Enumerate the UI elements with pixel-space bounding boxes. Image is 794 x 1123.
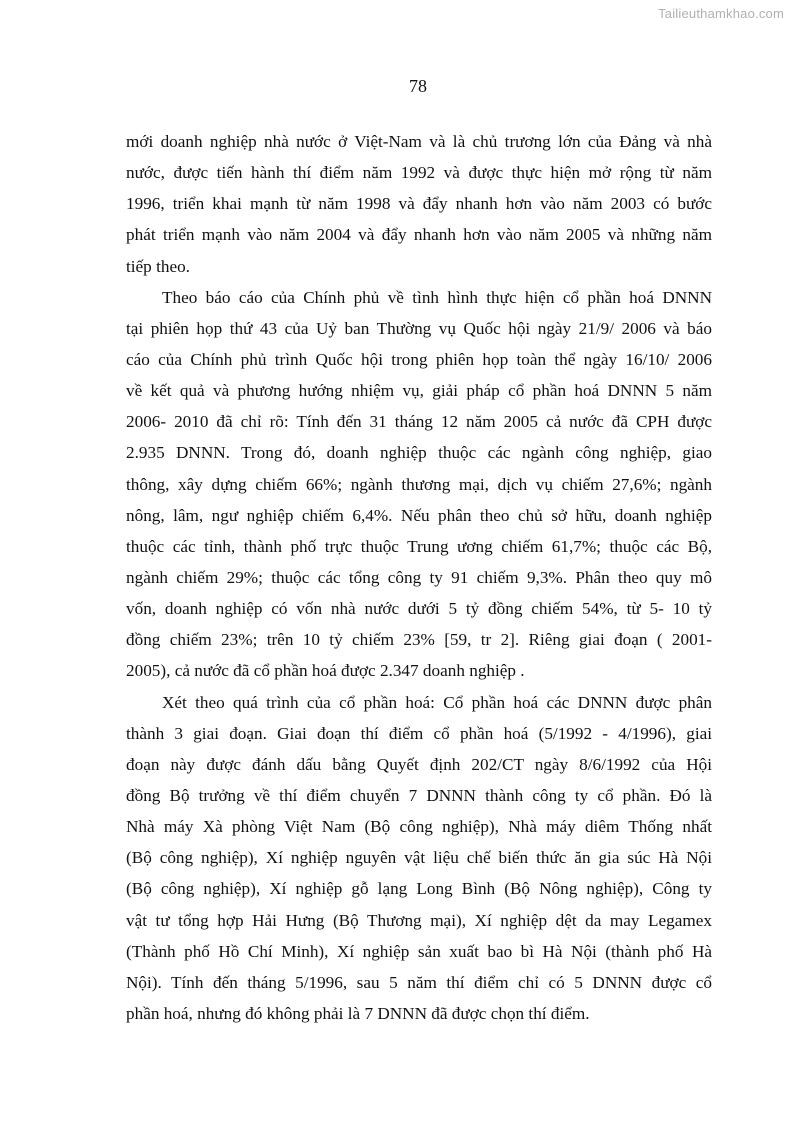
text-line: tại phiên họp thứ 43 của Uỷ ban Thường vụ Quốc hội ngày 21/9/ 2006 và báo <box>126 318 712 338</box>
text-line: ngành chiếm 29%; thuộc các tổng công ty 91 chiếm 9,3%. Phân theo quy mô <box>126 567 712 587</box>
text-line: 2005), cả nước đã cổ phần hoá được 2.347 doanh nghiệp . <box>126 661 525 681</box>
text-line: (Thành phố Hồ Chí Minh), Xí nghiệp sản xuất bao bì Hà Nội (thành phố Hà <box>126 941 712 961</box>
text-line: 2006- 2010 đã chỉ rõ: Tính đến 31 tháng 12 năm 2005 cả nước đã CPH được <box>126 412 712 432</box>
text-line: nước, được tiến hành thí điểm năm 1992 và được thực hiện mở rộng từ năm <box>126 163 712 183</box>
text-line: (Bộ công nghiệp), Xí nghiệp nguyên vật liệu chế biến thức ăn gia súc Hà Nội <box>126 848 712 868</box>
document-body <box>126 126 712 1029</box>
text-line: 1996, triển khai mạnh từ năm 1998 và đẩy nhanh hơn vào năm 2003 có bước <box>126 194 712 214</box>
text-line: Nhà máy Xà phòng Việt Nam (Bộ công nghiệp), Nhà máy diêm Thống nhất <box>126 817 712 837</box>
text-line: Xét theo quá trình của cổ phần hoá: Cổ phần hoá các DNNN được phân <box>162 692 712 712</box>
text-line: thông, xây dựng chiếm 66%; ngành thương mại, dịch vụ chiếm 27,6%; ngành <box>126 474 712 494</box>
text-line: đồng Bộ trưởng về thí điểm chuyển 7 DNNN thành công ty cổ phần. Đó là <box>126 785 712 805</box>
text-line: thuộc các tỉnh, thành phố trực thuộc Trung ương chiếm 61,7%; thuộc các Bộ, <box>126 536 712 556</box>
text-line: về kết quả và phương hướng nhiệm vụ, giải pháp cổ phần hoá DNNN 5 năm <box>126 381 712 401</box>
text-line: Theo báo cáo của Chính phủ về tình hình thực hiện cổ phần hoá DNNN <box>162 287 712 307</box>
text-line: cáo của Chính phủ trình Quốc hội trong phiên họp toàn thể ngày 16/10/ 2006 <box>126 349 712 369</box>
page-number: 78 <box>409 76 427 96</box>
text-line: 2.935 DNNN. Trong đó, doanh nghiệp thuộc các ngành công nghiệp, giao <box>126 443 712 463</box>
text-line: (Bộ công nghiệp), Xí nghiệp gỗ lạng Long Bình (Bộ Nông nghiệp), Công ty <box>126 879 712 899</box>
text-line: phần hoá, nhưng đó không phải là 7 DNNN đã được chọn thí điểm. <box>126 1003 590 1023</box>
text-line: phát triển mạnh vào năm 2004 và đẩy nhanh hơn vào năm 2005 và những năm <box>126 225 712 245</box>
text-line: Nội). Tính đến tháng 5/1996, sau 5 năm thí điểm chỉ có 5 DNNN được cổ <box>126 972 712 992</box>
paragraph-1 <box>126 126 712 282</box>
text-line: đoạn này được đánh dấu bằng Quyết định 202/CT ngày 8/6/1992 của Hội <box>126 754 712 774</box>
paragraph-3 <box>126 687 712 1030</box>
text-line: nông, lâm, ngư nghiệp chiếm 6,4%. Nếu phân theo chủ sở hữu, doanh nghiệp <box>126 505 712 525</box>
paragraph-2 <box>126 282 712 687</box>
text-line: tiếp theo. <box>126 256 190 276</box>
text-line: mới doanh nghiệp nhà nước ở Việt-Nam và là chủ trương lớn của Đảng và nhà <box>126 132 712 151</box>
text-line: vật tư tổng hợp Hải Hưng (Bộ Thương mại), Xí nghiệp dệt da may Legamex <box>126 910 712 930</box>
text-line: thành 3 giai đoạn. Giai đoạn thí điểm cổ phần hoá (5/1992 - 4/1996), giai <box>126 723 712 743</box>
text-line: đồng chiếm 23%; trên 10 tỷ chiếm 23% [59, tr 2]. Riêng giai đoạn ( 2001- <box>126 630 712 650</box>
text-line: vốn, doanh nghiệp có vốn nhà nước dưới 5 tỷ đồng chiếm 54%, từ 5- 10 tỷ <box>126 599 712 619</box>
watermark: Tailieuthamkhao.com <box>658 6 784 21</box>
